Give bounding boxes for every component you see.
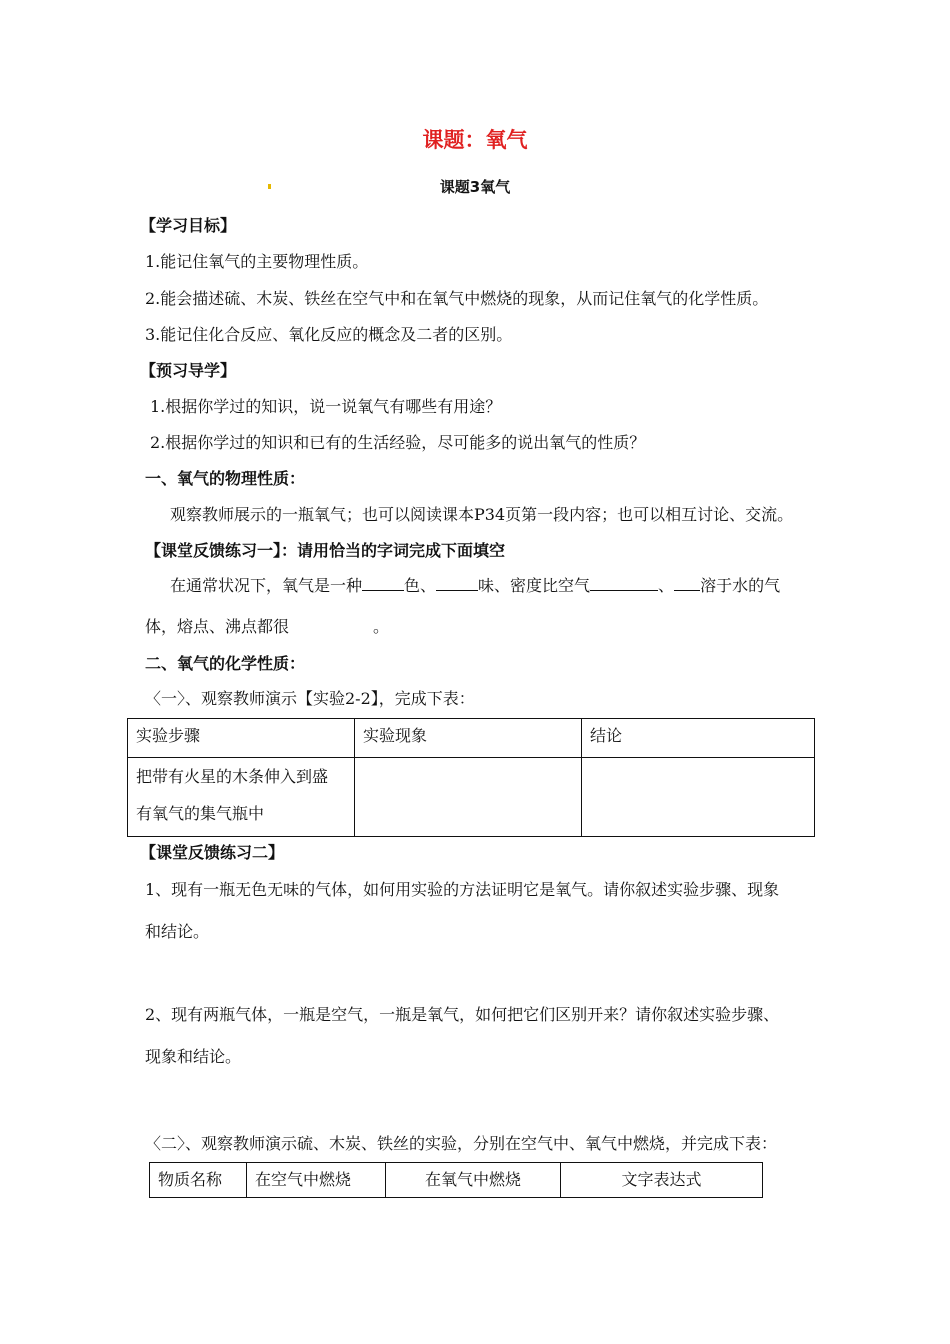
preview-item-1: 1.根据你学过的知识，说一说氧气有哪些有用途？ xyxy=(150,397,502,416)
page-title: 课题：氧气 xyxy=(422,128,528,152)
fill-text-2: 色、 xyxy=(404,576,437,595)
physical-heading: 一、氧气的物理性质： xyxy=(145,469,306,488)
fill-text-3: 味、密度比空气 xyxy=(478,576,591,595)
table1-step-cell xyxy=(128,758,355,837)
blank-density[interactable] xyxy=(590,576,658,591)
fill-text-1: 在通常状况下，氧气是一种 xyxy=(170,576,363,595)
fill-text-7: 。 xyxy=(373,617,390,636)
preview-item-2: 2.根据你学过的知识和已有的生活经验，尽可能多的说出氧气的性质？ xyxy=(150,433,646,452)
chemical-heading: 二、氧气的化学性质： xyxy=(145,654,306,673)
experiment-table-1 xyxy=(127,718,815,837)
learning-goals-heading: 【学习目标】 xyxy=(140,216,237,235)
exercise1-heading: 【课堂反馈练习一】：请用恰当的字词完成下面填空 xyxy=(145,541,506,560)
preview-heading: 【预习导学】 xyxy=(140,361,237,380)
blank-color[interactable] xyxy=(362,576,404,591)
table1-step-line-2: 有氧气的集气瓶中 xyxy=(136,804,265,823)
fill-text-4: 、 xyxy=(658,576,675,595)
chemical-part1: 〈一〉、观察教师演示【实验2-2】，完成下表： xyxy=(145,689,475,708)
table1-header-step: 实验步骤 xyxy=(128,719,355,758)
goal-item-1: 1.能记住氧气的主要物理性质。 xyxy=(145,252,369,271)
table2-header-substance: 物质名称 xyxy=(150,1163,247,1198)
question-2-line-2: 现象和结论。 xyxy=(145,1047,242,1066)
table1-step-line-1: 把带有火星的木条伸入到盛 xyxy=(136,767,329,786)
table1-header-phenomenon: 实验现象 xyxy=(355,719,582,758)
question-1-line-1: 1、现有一瓶无色无味的气体，如何用实验的方法证明它是氧气。请你叙述实验步骤、现象 xyxy=(145,880,780,899)
fill-text-5: 溶于水的气 xyxy=(700,576,781,595)
page-subtitle: 课题3氧气 xyxy=(439,178,511,196)
fill-blank-line-2 xyxy=(145,614,389,637)
fill-blank-line-1 xyxy=(170,573,780,596)
blank-smell[interactable] xyxy=(436,576,478,591)
goal-item-2: 2.能会描述硫、木炭、铁丝在空气中和在氧气中燃烧的现象，从而记住氧气的化学性质。 xyxy=(145,289,769,308)
physical-observe: 观察教师展示的一瓶氧气；也可以阅读课本P34页第一段内容；也可以相互讨论、交流。 xyxy=(170,505,794,524)
table1-phenomenon-cell[interactable] xyxy=(355,758,582,837)
chemical-part2: 〈二〉、观察教师演示硫、木炭、铁丝的实验，分别在空气中、氧气中燃烧，并完成下表： xyxy=(145,1134,778,1153)
table2-header-expression: 文字表达式 xyxy=(561,1163,763,1198)
blank-solubility[interactable] xyxy=(674,576,700,591)
goal-item-3: 3.能记住化合反应、氧化反应的概念及二者的区别。 xyxy=(145,325,513,344)
question-1-line-2: 和结论。 xyxy=(145,922,210,941)
exercise2-heading: 【课堂反馈练习二】 xyxy=(140,843,285,862)
table1-conclusion-cell[interactable] xyxy=(582,758,815,837)
table2-header-in-air: 在空气中燃烧 xyxy=(247,1163,386,1198)
question-2-line-1: 2、现有两瓶气体，一瓶是空气，一瓶是氧气，如何把它们区别开来？请你叙述实验步骤、 xyxy=(145,1005,780,1024)
experiment-table-2 xyxy=(149,1162,763,1198)
table2-header-in-oxygen: 在氧气中燃烧 xyxy=(386,1163,561,1198)
fill-text-6: 体，熔点、沸点都很 xyxy=(145,617,290,636)
table1-header-conclusion: 结论 xyxy=(582,719,815,758)
